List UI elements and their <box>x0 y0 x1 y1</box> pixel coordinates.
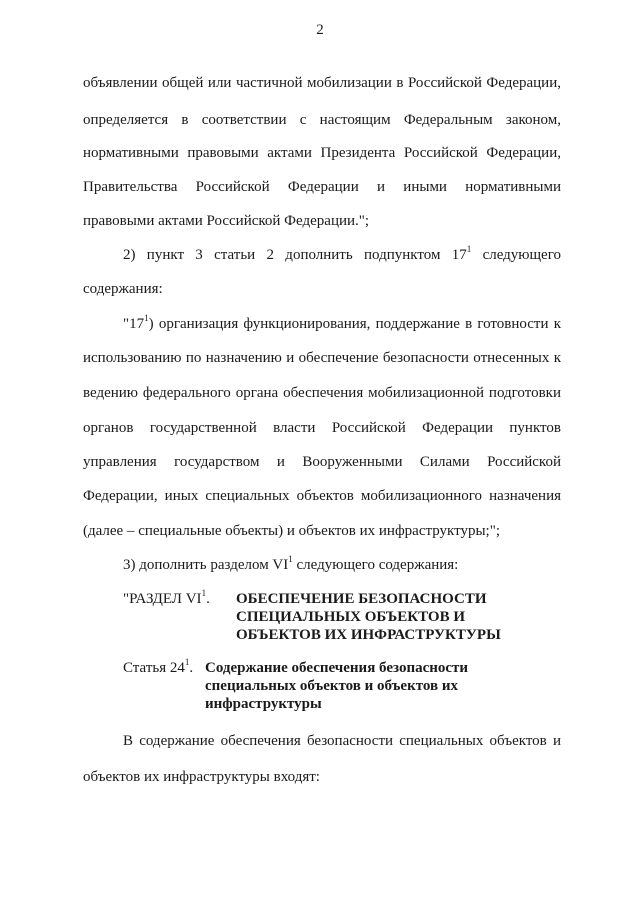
text-line: органов государственной власти Российской Федерации пунктов <box>83 420 561 436</box>
text-line <box>123 556 561 574</box>
text-span: Статья 24 <box>123 660 185 676</box>
text-line: содержания: <box>83 281 163 297</box>
text-span: 3) дополнить разделом VI <box>123 557 289 573</box>
superscript: 1 <box>288 554 293 564</box>
text-line: объектов их инфраструктуры входят: <box>83 769 320 785</box>
text-line: Правительства Российской Федерации и иными нормативными <box>83 179 561 195</box>
superscript: 1 <box>184 657 190 667</box>
text-line <box>123 315 561 333</box>
article-title <box>205 659 468 713</box>
superscript: 1 <box>466 244 472 254</box>
text-line: ведению федерального органа обеспечения мобилизационной подготовки <box>83 385 561 401</box>
text-line: управления государством и Вооруженными Силами Российской <box>83 454 561 470</box>
page-number: 2 <box>316 22 324 38</box>
text-span: "17 <box>123 316 145 332</box>
text-span: следующего содержания: <box>292 557 459 573</box>
text-span: . <box>189 660 194 676</box>
article-title-line: специальных объектов и объектов их <box>205 678 459 694</box>
text-span: "РАЗДЕЛ VI <box>123 591 202 607</box>
text-span: следующего <box>482 247 561 263</box>
section-title-line: ОБЪЕКТОВ ИХ ИНФРАСТРУКТУРЫ <box>236 627 501 643</box>
superscript: 1 <box>201 588 207 598</box>
superscript: 1 <box>144 313 149 323</box>
article-label <box>123 659 193 677</box>
text-span: . <box>206 591 210 607</box>
article-title-line: Содержание обеспечения безопасности <box>205 660 469 676</box>
text-span: 2) пункт 3 статьи 2 дополнить подпунктом 17 <box>123 247 467 263</box>
text-line: правовыми актами Российской Федерации."; <box>83 213 370 229</box>
text-line: (далее – специальные объекты) и объектов их инфраструктуры;"; <box>83 523 501 539</box>
section-label <box>123 590 210 608</box>
text-line: определяется в соответствии с настоящим Федеральным законом, <box>83 112 561 128</box>
text-line: нормативными правовыми актами Президента Российской Федерации, <box>83 145 561 161</box>
text-line: Федерации, иных специальных объектов мобилизационного назначения <box>83 488 561 504</box>
text-span: ) организация функционирования, поддержание в готовности к <box>148 316 561 332</box>
section-title-line: ОБЕСПЕЧЕНИЕ БЕЗОПАСНОСТИ <box>236 591 487 607</box>
text-line <box>123 246 561 264</box>
text-line: В содержание обеспечения безопасности специальных объектов и <box>123 733 561 749</box>
text-line: объявлении общей или частичной мобилизации в Российской Федерации, <box>83 75 561 91</box>
section-title <box>236 590 501 644</box>
text-line: использованию по назначению и обеспечение безопасности отнесенных к <box>83 350 561 366</box>
section-title-line: СПЕЦИАЛЬНЫХ ОБЪЕКТОВ И <box>236 609 466 625</box>
article-title-line: инфраструктуры <box>205 696 322 712</box>
